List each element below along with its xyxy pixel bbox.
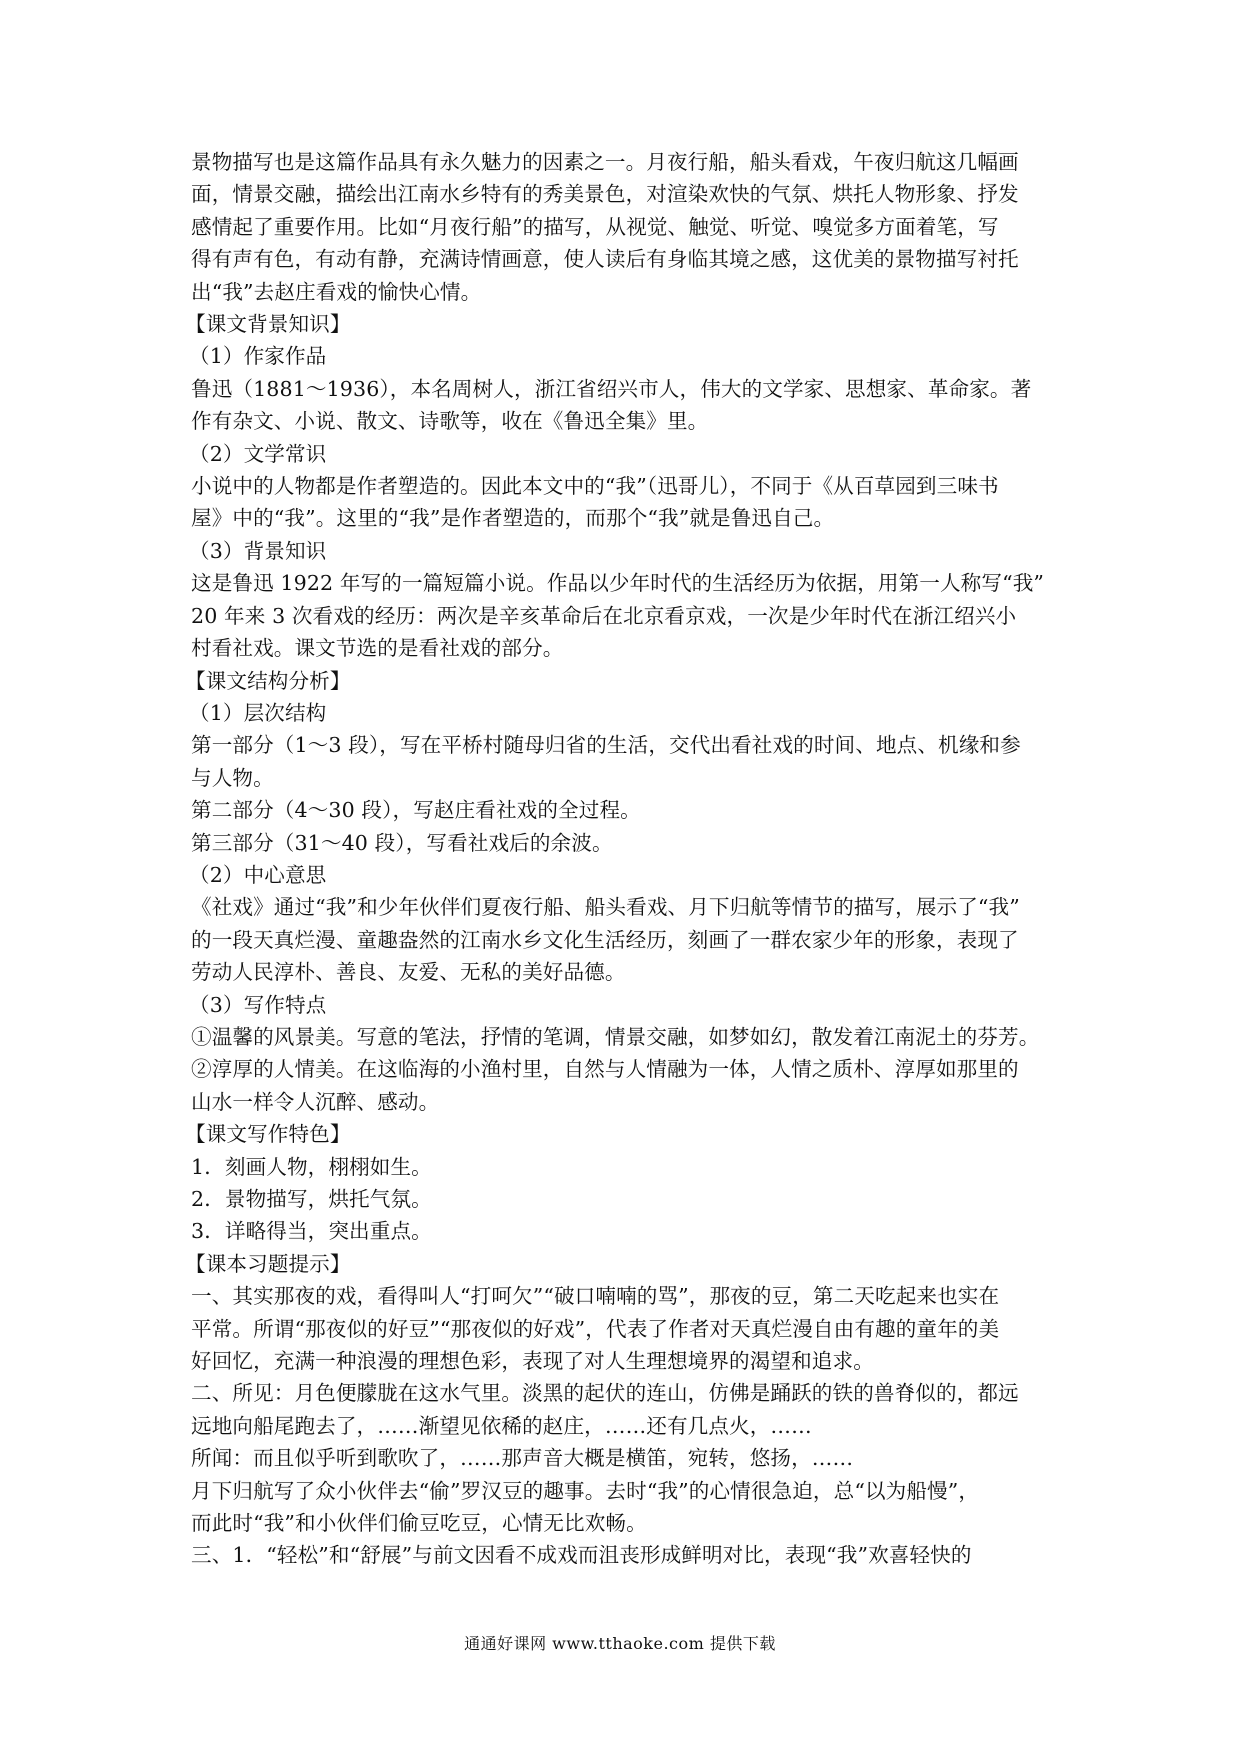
section-heading-writing: 【课文写作特色】 bbox=[185, 1122, 351, 1147]
text-line: 出“我”去赵庄看戏的愉快心情。 bbox=[191, 279, 482, 304]
subheading-literature: （2）文学常识 bbox=[189, 441, 327, 466]
text-line: 屋》中的“我”。这里的“我”是作者塑造的，而那个“我”就是鲁迅自己。 bbox=[191, 506, 835, 531]
text-line: 远地向船尾跑去了，……渐望见依稀的赵庄，……还有几点火，…… bbox=[191, 1413, 812, 1438]
theme-paragraph bbox=[191, 891, 1061, 988]
text-line: 与人物。 bbox=[191, 765, 274, 790]
text-line: 《社戏》通过“我”和少年伙伴们夏夜行船、船头看戏、月下归航等情节的描写，展示了“我” bbox=[191, 895, 1020, 920]
list-item: 2．景物描写，烘托气氛。 bbox=[191, 1187, 432, 1211]
text-line: 第一部分（1～3 段），写在平桥村随母归省的生活，交代出看社戏的时间、地点、机缘和参 bbox=[191, 733, 1021, 758]
context-paragraph bbox=[191, 567, 1061, 664]
text-line: 月下归航写了众小伙伴去“偷”罗汉豆的趣事。去时“我”的心情很急迫，总“以为船慢”， bbox=[191, 1478, 980, 1503]
literature-paragraph bbox=[191, 470, 1061, 535]
text-line: 这是鲁迅 1922 年写的一篇短篇小说。作品以少年时代的生活经历为依据，用第一人称写“我” bbox=[191, 571, 1045, 596]
subheading-features: （3）写作特点 bbox=[189, 992, 327, 1017]
text-line: ①温馨的风景美。写意的笔法，抒情的笔调，情景交融，如梦如幻，散发着江南泥土的芬芳。 bbox=[191, 1024, 1040, 1049]
subheading-levels: （1）层次结构 bbox=[189, 700, 327, 725]
text-line: ②淳厚的人情美。在这临海的小渔村里，自然与人情融为一体，人情之质朴、淳厚如那里的 bbox=[191, 1057, 1019, 1082]
section-heading-exercises: 【课本习题提示】 bbox=[185, 1251, 351, 1276]
text-line: 第二部分（4～30 段），写赵庄看社戏的全过程。 bbox=[191, 798, 641, 823]
subheading-theme: （2）中心意思 bbox=[189, 862, 327, 887]
text-line: 的一段天真烂漫、童趣盎然的江南水乡文化生活经历，刻画了一群农家少年的形象，表现了 bbox=[191, 927, 1019, 952]
list-item: 3．详略得当，突出重点。 bbox=[191, 1219, 432, 1244]
text-line: 村看社戏。课文节选的是看社戏的部分。 bbox=[191, 636, 564, 661]
text-line: 面，情景交融，描绘出江南水乡特有的秀美景色，对渲染欢快的气氛、烘托人物形象、抒发 bbox=[191, 182, 1019, 207]
text-line: 平常。所谓“那夜似的好豆”“那夜似的好戏”，代表了作者对天真烂漫自由有趣的童年的美 bbox=[191, 1316, 1000, 1341]
text-line: 而此时“我”和小伙伴们偷豆吃豆，心情无比欢畅。 bbox=[191, 1511, 647, 1536]
text-line: 第三部分（31～40 段），写看社戏后的余波。 bbox=[191, 830, 613, 855]
text-line: 二、所见：月色便朦胧在这水气里。淡黑的起伏的连山，仿佛是踊跃的铁的兽脊似的，都远 bbox=[191, 1381, 1019, 1406]
intro-paragraph bbox=[191, 146, 1061, 308]
page-footer: 通通好课网 www.tthaoke.com 提供下载 bbox=[464, 1634, 776, 1653]
section-heading-background: 【课文背景知识】 bbox=[185, 312, 351, 337]
text-line: 小说中的人物都是作者塑造的。因此本文中的“我”（迅哥儿），不同于《从百草园到三味书 bbox=[191, 474, 999, 499]
text-line: 感情起了重要作用。比如“月夜行船”的描写，从视觉、触觉、听觉、嗅觉多方面着笔，写 bbox=[191, 214, 999, 239]
features-paragraph bbox=[191, 1021, 1061, 1118]
text-line: 景物描写也是这篇作品具有永久魅力的因素之一。月夜行船，船头看戏，午夜归航这几幅画 bbox=[191, 150, 1019, 174]
text-line: 劳动人民淳朴、善良、友爱、无私的美好品德。 bbox=[191, 960, 626, 985]
document-body bbox=[185, 146, 1061, 1572]
exercises-paragraph bbox=[191, 1280, 1061, 1572]
subheading-context: （3）背景知识 bbox=[189, 538, 327, 563]
text-line: 好回忆，充满一种浪漫的理想色彩，表现了对人生理想境界的渴望和追求。 bbox=[191, 1349, 874, 1374]
text-line: 得有声有色，有动有静，充满诗情画意，使人读后有身临其境之感，这优美的景物描写衬托 bbox=[191, 247, 1019, 272]
text-line: 20 年来 3 次看戏的经历：两次是辛亥革命后在北京看京戏，一次是少年时代在浙江绍兴小 bbox=[191, 603, 1017, 628]
text-line: 山水一样令人沉醉、感动。 bbox=[191, 1089, 440, 1114]
text-line: 三、1．“轻松”和“舒展”与前文因看不成戏而沮丧形成鲜明对比，表现“我”欢喜轻快的 bbox=[191, 1543, 972, 1568]
section-heading-structure: 【课文结构分析】 bbox=[185, 668, 351, 693]
author-paragraph bbox=[191, 373, 1061, 438]
text-line: 鲁迅（1881～1936），本名周树人，浙江省绍兴市人，伟大的文学家、思想家、革命家。著 bbox=[191, 376, 1032, 401]
writing-list bbox=[191, 1151, 1061, 1248]
list-item: 1．刻画人物，栩栩如生。 bbox=[191, 1154, 432, 1179]
text-line: 所闻：而且似乎听到歌吹了，……那声音大概是横笛，宛转，悠扬，…… bbox=[191, 1446, 854, 1471]
levels-paragraph bbox=[191, 729, 1061, 859]
text-line: 作有杂文、小说、散文、诗歌等，收在《鲁迅全集》里。 bbox=[191, 409, 709, 434]
text-line: 一、其实那夜的戏，看得叫人“打呵欠”“破口喃喃的骂”，那夜的豆，第二天吃起来也实在 bbox=[191, 1284, 1000, 1309]
subheading-author: （1）作家作品 bbox=[189, 344, 327, 369]
